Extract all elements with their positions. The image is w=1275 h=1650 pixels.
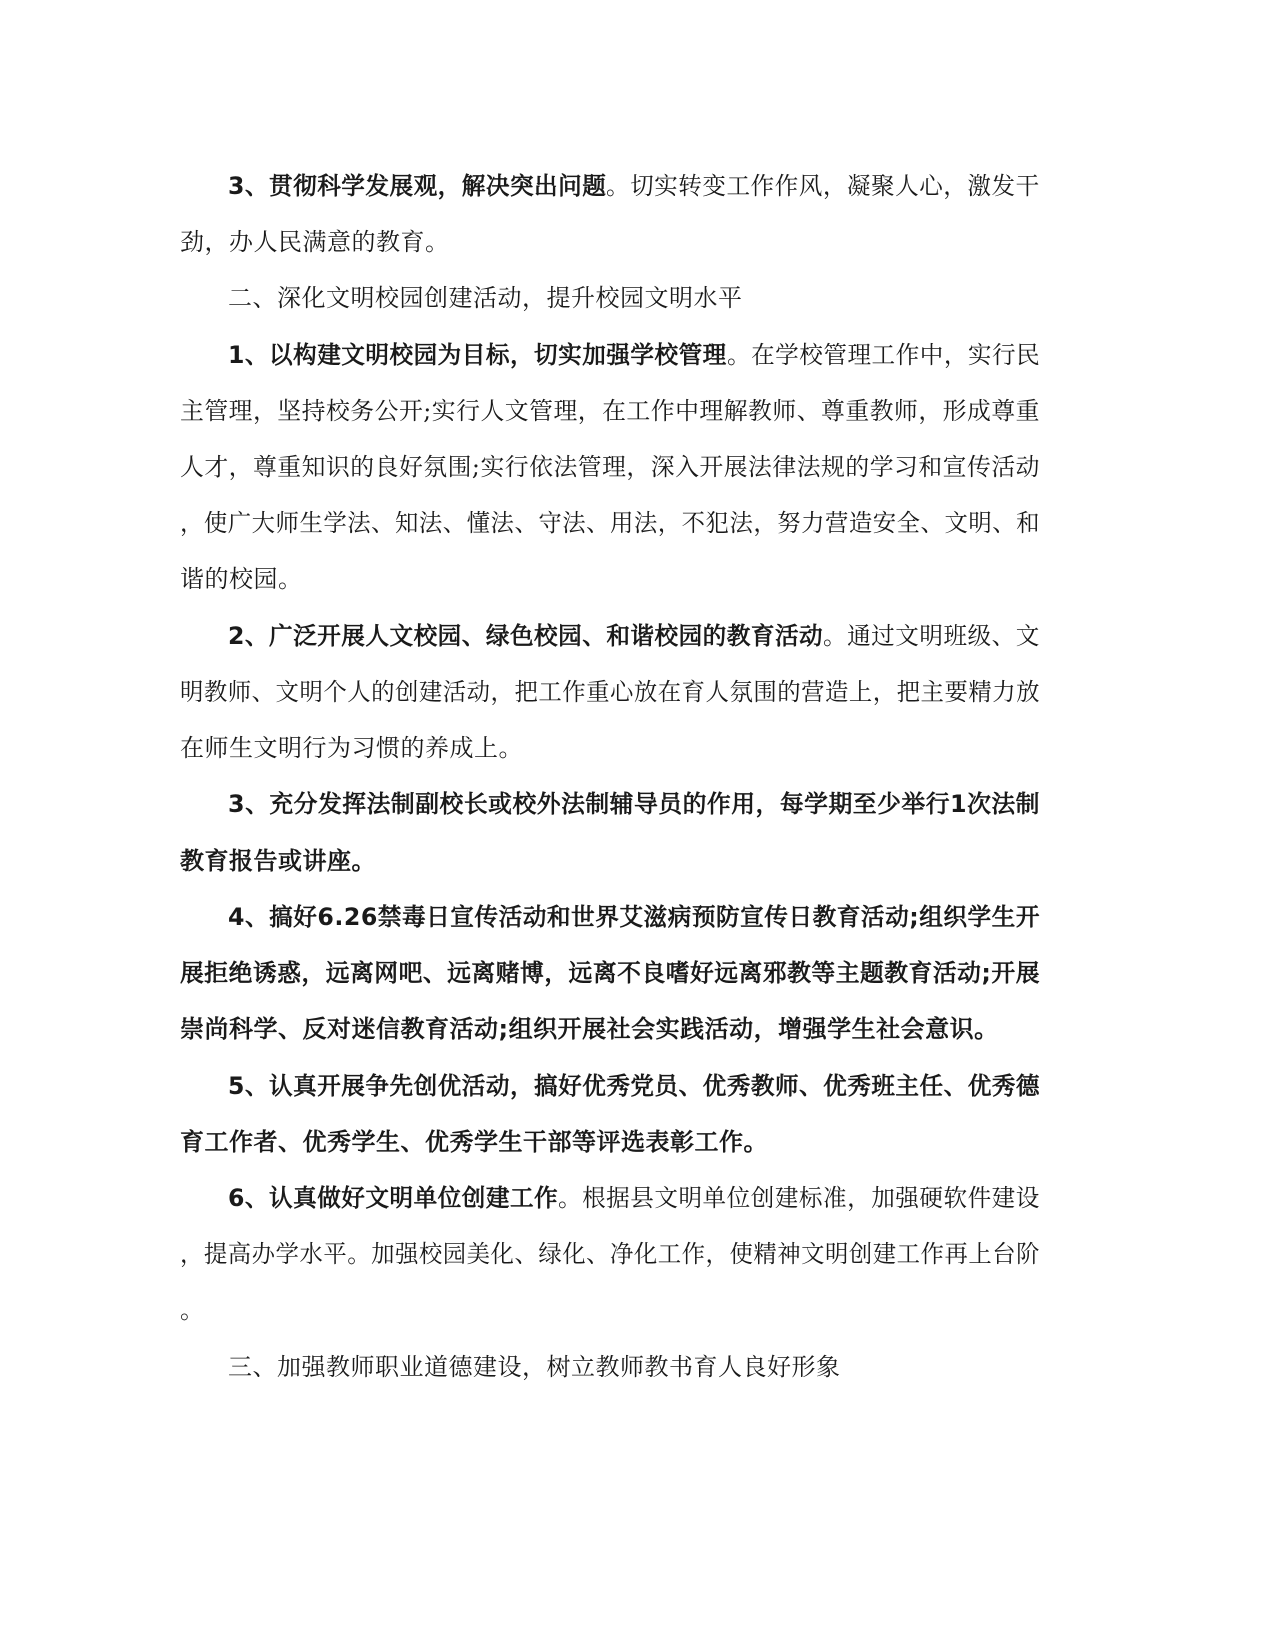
bold-heading-text: 6、认真做好文明单位创建工作 xyxy=(228,1184,559,1212)
body-text: 。 xyxy=(180,1296,205,1324)
text-line xyxy=(0,559,1275,599)
text-line xyxy=(0,1178,1275,1218)
section-heading xyxy=(0,278,1275,318)
bold-text: 崇尚科学、反对迷信教育活动;组织开展社会实践活动，增强学生社会意识。 xyxy=(180,1015,999,1043)
text-line xyxy=(0,1290,1275,1330)
text-line xyxy=(0,1122,1275,1162)
text-line xyxy=(0,391,1275,431)
section-heading xyxy=(0,1347,1275,1387)
text-line xyxy=(0,166,1275,206)
text-line xyxy=(0,728,1275,768)
body-text: 劲，办人民满意的教育。 xyxy=(180,228,450,256)
text-line xyxy=(0,335,1275,375)
bold-heading-text: 1、以构建文明校园为目标，切实加强学校管理 xyxy=(228,341,727,369)
body-text: ，使广大师生学法、知法、懂法、守法、用法，不犯法，努力营造安全、文明、和 xyxy=(180,509,1040,537)
body-text: 主管理，坚持校务公开;实行人文管理，在工作中理解教师、尊重教师，形成尊重 xyxy=(180,397,1040,425)
bold-heading-text: 3、贯彻科学发展观，解决突出问题 xyxy=(228,172,607,200)
text-line xyxy=(0,784,1275,824)
text-line xyxy=(0,1234,1275,1274)
body-text: 。在学校管理工作中，实行民 xyxy=(726,341,1040,369)
bold-text: 展拒绝诱惑，远离网吧、远离赌博，远离不良嗜好远离邪教等主题教育活动;开展 xyxy=(180,959,1040,987)
body-text: 。根据县文明单位创建标准，加强硬软件建设 xyxy=(558,1184,1040,1212)
body-text: 在师生文明行为习惯的养成上。 xyxy=(180,734,523,762)
bold-text: 教育报告或讲座。 xyxy=(180,847,376,875)
text-line xyxy=(0,672,1275,712)
text-line xyxy=(0,503,1275,543)
section-heading-text: 二、深化文明校园创建活动，提升校园文明水平 xyxy=(228,284,743,312)
body-text: 谐的校园。 xyxy=(180,565,303,593)
bold-text: 4、搞好6.26禁毒日宣传活动和世界艾滋病预防宣传日教育活动;组织学生开 xyxy=(228,903,1040,931)
body-text: 。切实转变工作作风，凝聚人心，激发干 xyxy=(606,172,1040,200)
text-line xyxy=(0,222,1275,262)
text-line xyxy=(0,1009,1275,1049)
body-text: 。通过文明班级、文 xyxy=(823,622,1040,650)
text-line xyxy=(0,897,1275,937)
text-line xyxy=(0,841,1275,881)
bold-heading-text: 2、广泛开展人文校园、绿色校园、和谐校园的教育活动 xyxy=(228,622,824,650)
body-text: ，提高办学水平。加强校园美化、绿化、净化工作，使精神文明创建工作再上台阶 xyxy=(180,1240,1040,1268)
bold-text: 3、充分发挥法制副校长或校外法制辅导员的作用，每学期至少举行1次法制 xyxy=(228,790,1040,818)
bold-text: 育工作者、优秀学生、优秀学生干部等评选表彰工作。 xyxy=(180,1128,768,1156)
body-text: 明教师、文明个人的创建活动，把工作重心放在育人氛围的营造上，把主要精力放 xyxy=(180,678,1040,706)
text-line xyxy=(0,1066,1275,1106)
section-heading-text: 三、加强教师职业道德建设，树立教师教书育人良好形象 xyxy=(228,1353,841,1381)
text-line xyxy=(0,447,1275,487)
text-line xyxy=(0,616,1275,656)
text-line xyxy=(0,953,1275,993)
body-text: 人才，尊重知识的良好氛围;实行依法管理，深入开展法律法规的学习和宣传活动 xyxy=(180,453,1040,481)
bold-text: 5、认真开展争先创优活动，搞好优秀党员、优秀教师、优秀班主任、优秀德 xyxy=(228,1072,1040,1100)
